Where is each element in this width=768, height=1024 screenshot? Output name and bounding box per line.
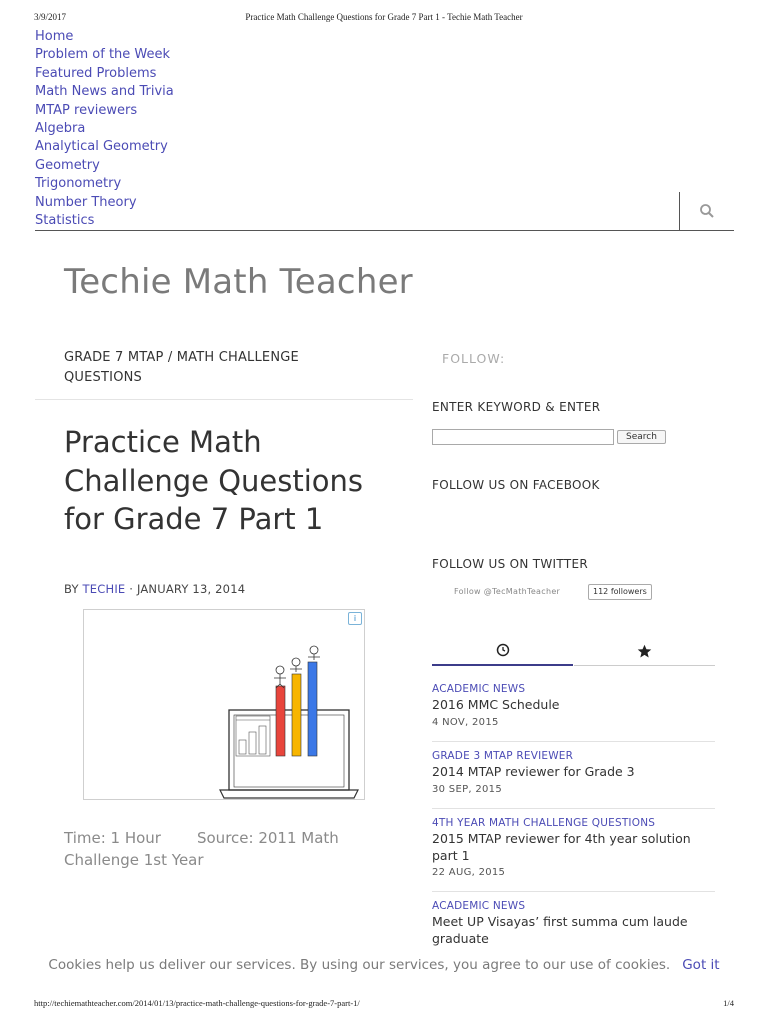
twitter-heading: FOLLOW US ON TWITTER [432,557,588,571]
search-icon [699,203,715,219]
chart-bar-red [276,686,285,756]
keyword-search-heading: ENTER KEYWORD & ENTER [432,400,601,414]
twitter-follower-count: 112 followers [588,584,652,600]
print-page-number: 1/4 [723,998,734,1008]
news-title[interactable]: 2016 MMC Schedule [432,697,560,712]
news-category[interactable]: 4TH YEAR MATH CHALLENGE QUESTIONS [432,817,656,829]
print-url: http://techiemathteacher.com/2014/01/13/practice-math-challenge-questions-for-grade-7-part-1/ [34,998,360,1008]
news-item [432,683,715,728]
nav-item-math-news[interactable]: Math News and Trivia [35,84,174,100]
news-title[interactable]: 2014 MTAP reviewer for Grade 3 [432,764,635,779]
search-toggle-button[interactable] [679,192,734,230]
news-date: 22 AUG, 2015 [432,867,506,878]
nav-item-mtap-reviewers[interactable]: MTAP reviewers [35,102,138,118]
news-item [432,817,715,878]
post-title: Practice Math Challenge Questions for Grade 7 Part 1 [64,425,364,536]
author-link[interactable]: TECHIE [82,582,126,596]
chart-bar-yellow [292,674,301,756]
news-item [432,900,715,947]
print-page-title: Practice Math Challenge Questions for Grade 7 Part 1 - Techie Math Teacher [245,12,523,22]
star-icon [637,644,652,659]
sidebar-tabs [432,636,715,666]
twitter-follow-button[interactable]: Follow @TecMathTeacher [454,587,561,596]
facebook-heading: FOLLOW US ON FACEBOOK [432,478,600,492]
source-text: Source: 2011 Math Challenge 1st Year [64,829,339,869]
breadcrumb-divider [35,399,413,400]
site-title[interactable]: Techie Math Teacher [64,262,413,302]
tab-recent[interactable] [432,636,573,666]
info-icon[interactable]: i [348,612,362,625]
chart-bar-blue [308,662,317,756]
news-date: 30 SEP, 2015 [432,783,503,795]
news-divider [432,808,715,809]
cookie-got-it-button[interactable]: Got it [682,957,720,973]
news-divider [432,741,715,742]
clock-icon [496,643,510,657]
nav-item-problem-of-the-week[interactable]: Problem of the Week [35,47,171,63]
nav-item-statistics[interactable]: Statistics [35,213,95,229]
news-title[interactable]: 2015 MTAP reviewer for 4th year solution part 1 [432,831,691,863]
nav-item-algebra[interactable]: Algebra [35,121,86,137]
breadcrumb[interactable]: GRADE 7 MTAP / MATH CHALLENGE QUESTIONS [64,350,299,385]
search-button[interactable]: Search [617,430,666,444]
nav-item-featured-problems[interactable]: Featured Problems [35,65,157,81]
nav-item-home[interactable]: Home [35,29,74,44]
nav-item-trigonometry[interactable]: Trigonometry [35,176,122,192]
print-date: 3/9/2017 [34,12,67,22]
news-date: 4 NOV, 2015 [432,716,499,728]
news-item [432,750,715,795]
nav-item-number-theory[interactable]: Number Theory [35,194,137,210]
main-nav [35,28,174,230]
follow-heading: FOLLOW: [442,351,506,366]
news-title[interactable]: Meet UP Visayas’ first summa cum laude graduate [432,914,688,946]
cookie-banner [0,956,768,975]
nav-item-geometry[interactable]: Geometry [35,157,100,173]
news-category[interactable]: ACADEMIC NEWS [432,683,526,695]
ad-banner[interactable] [83,609,365,800]
laptop-chart-illustration [84,610,366,801]
time-limit-text: Time: 1 Hour [64,829,161,847]
post-date: · JANUARY 13, 2014 [129,582,246,596]
news-divider [432,891,715,892]
post-meta [64,828,384,871]
byline-by: BY [64,582,79,596]
search-input[interactable] [432,429,614,445]
tab-popular[interactable] [574,637,715,666]
nav-divider [35,230,734,231]
byline [64,582,245,596]
news-category[interactable]: ACADEMIC NEWS [432,900,526,912]
nav-item-analytical-geometry[interactable]: Analytical Geometry [35,139,168,155]
news-category[interactable]: GRADE 3 MTAP REVIEWER [432,750,574,762]
cookie-text: Cookies help us deliver our services. By using our services, you agree to our use of cookies. [48,957,671,973]
